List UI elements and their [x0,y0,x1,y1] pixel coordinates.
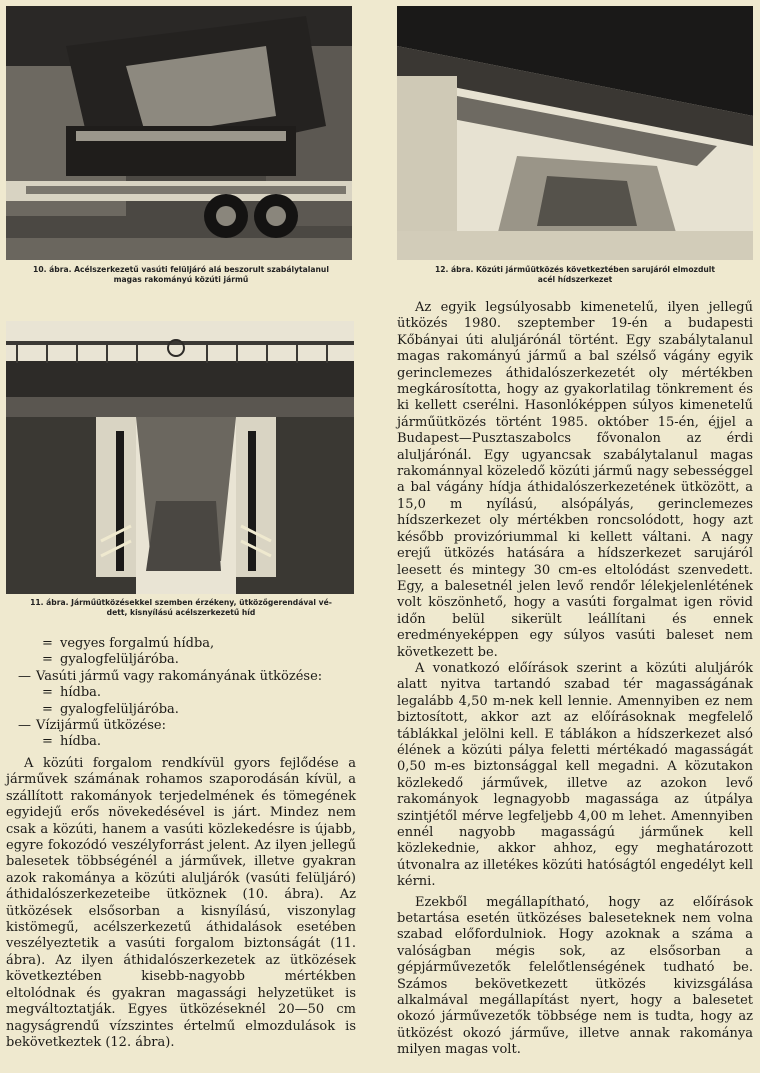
left-column-text [6,756,356,1051]
collision-type-list [12,636,357,751]
figure-11-caption-line1: 11. ábra. Járműütközésekkel szemben érzékeny, ütközőgerendával vé- [30,598,332,607]
list-item: = hídba. [42,685,102,701]
right-paragraph-3: Ezekből megállapítható, hogy az előírások betartása esetén ütközéses baleseteknek nem volna szabad előfordulniok. Hogy azoknak a száma a valóságban mégis sok, az elsősorban a gépjárművezetők felelőtlenségének tudható be. Számos bekövetkezett ütközés kivizsgálása alkalmával megállapítást nyert, hogy a balesetet okozó járművezetők többsége nem is tudta, hogy az ütközést okozó járműve, illetve annak rakománya milyen magas volt. [397,894,753,1058]
figure-11-photo [6,321,354,594]
figure-11-caption [6,598,356,618]
list-item: = hídba. [42,734,102,750]
figure-12-caption-line2: acél hídszerkezet [537,275,613,284]
right-column-text [397,300,753,1059]
figure-12-photo [397,6,753,260]
right-paragraph-2: A vonatkozó előírások szerint a közúti aluljárók alatt nyitva tartandó szabad tér magasságának legalább 4,50 m-nek kell lennie. Amennyiben ez nem biztosított, akkor azt az előírásoknak megfelelő táblákkal jelölni kell. E táblákon a hídszerkezet alsó élének a közúti pálya feletti mértékadó magasságát 0,50 m-es biztonsággal kell megadni. A közutakon közlekedő járművek, illetve az azokon levő rakományok legnagyobb magassága az útpálya szintjétől mérve legfeljebb 4,00 m lehet. Amennyiben ennél nagyobb magasságú járműnek kell közlekednie, akkor ahhoz, egy meghatározott útvonalra az illetékes közúti hatóságtól engedélyt kell kérni. [397,660,753,890]
figure-12-caption [397,265,753,285]
list-item: = gyalogfelüljáróba. [42,701,179,717]
list-item: — Vasúti jármű vagy rakományának ütközése: [18,668,323,684]
figure-10-caption-line1: 10. ábra. Acélszerkezetű vasúti felüljáró alá beszorult szabálytalanul [33,265,329,274]
right-paragraph-1: Az egyik legsúlyosabb kimenetelű, ilyen jellegű ütközés 1980. szeptember 19-én a budapesti Kőbányai úti aluljárónál történt. Egy szabálytalanul magas rakományú jármű a bal szélső vágány egyik gerinclemezes áthidalószerkezetét oly mértékben megkárosította, hogy az gyakorlatilag tönkrement és ki kellett cserélni. Hasonlóképpen súlyos kimenetelű járműütközés történt 1985. október 15-én, éjjel a Budapest—Pusztaszabolcs fővonalon az érdi aluljárónál. Egy ugyancsak szabálytalanul magas rakománnyal közeledő közúti jármű nagy sebességgel a bal vágány hídja áthidalószerkezetének ütközött, a 15,0 m nyílású, alsópályás, gerinclemezes hídszerkezet oly mértékben roncsolódott, hogy azt később provizóriummal ki kellett váltani. A nagy erejű ütközés hatására a hídszerkezet sarujáról leesett és mintegy 30 cm-es eltolódást szenvedett. Egy, a balesetnél jelen levő rendőr lélekjelenlétének volt köszönhető, hogy a vasúti forgalmat igen rövid időn belül sikerült leállítani és ennek eredményeképpen egy súlyos vasúti baleset nem következett be. [397,300,753,660]
left-paragraph: A közúti forgalom rendkívül gyors fejlődése a járművek számának rohamos szaporodásán kívül, a szállított rakományok terjedelmének és tömegének egyidejű erős növekedésével is járt. Mindez nem csak a közúti, hanem a vasúti közlekedésre is újabb, egyre fokozódó veszélyforrást jelent. Az ilyen jellegű balesetek többségénél a járművek, illetve gyakran azok rakománya a közúti aluljárók (vasúti felüljáró) áthidalószerkezeteibe ütköznek (10. ábra). Az ütközések elsősorban a kisnyílású, viszonylag kistömegű, acélszerkezetű áthidalások esetében veszélyeztetik a vasúti forgalom biztonságát (11. ábra). Az ilyen áthidalószerkezetek az ütközések következtében kisebb-nagyobb mértékben eltolódnak és gyakran magassági helyzetüket is megváltoztatják. Egyes ütközéseknél 20—50 cm nagyságrendű vízszintes értelmű elmozdulások is bekövetkeztek (12. ábra). [6,756,356,1050]
figure-10-caption-line2: magas rakományú közúti jármű [113,275,249,284]
figure-12-caption-line1: 12. ábra. Közúti járműütközés következtében sarujáról elmozdult [434,265,716,274]
figure-10-photo [6,6,352,260]
list-item: = gyalogfelüljáróba. [42,652,179,668]
list-item: = vegyes forgalmú hídba, [42,636,215,651]
list-item: — Vízijármű ütközése: [18,718,166,734]
figure-10-caption [6,265,356,285]
figure-11-caption-line2: dett, kisnyílású acélszerkezetű híd [106,608,256,617]
